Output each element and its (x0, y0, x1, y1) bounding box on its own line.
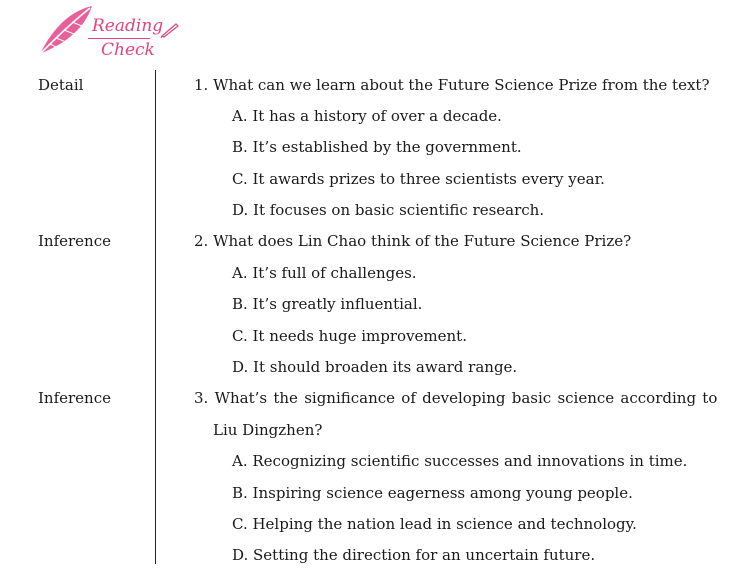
reading-label: Reading (92, 16, 164, 36)
option-2c: C. It needs huge improvement. (232, 327, 467, 345)
feather-icon (36, 4, 96, 58)
question-3-line1: 3. What’s the significance of developing basic science according to (194, 389, 718, 407)
pen-icon (160, 22, 180, 38)
option-3a: A. Recognizing scientific successes and innovations in time. (232, 452, 688, 470)
option-2a: A. It’s full of challenges. (232, 264, 417, 282)
option-1b: B. It’s established by the government. (232, 138, 522, 156)
option-3b: B. Inspiring science eagerness among young people. (232, 484, 633, 502)
option-2d: D. It should broaden its award range. (232, 358, 518, 376)
option-2b: B. It’s greatly influential. (232, 295, 423, 313)
question-1: 1. What can we learn about the Future Science Prize from the text? (194, 76, 710, 94)
option-3d: D. Setting the direction for an uncertain future. (232, 546, 596, 564)
question-3-line2: Liu Dingzhen? (213, 421, 323, 439)
option-3c: C. Helping the nation lead in science and technology. (232, 515, 637, 533)
question-type-label: Inference (38, 232, 112, 250)
check-label: Check (101, 40, 155, 60)
option-1d: D. It focuses on basic scientific research. (232, 201, 545, 219)
column-divider (155, 70, 156, 564)
header-underline (88, 38, 150, 39)
reading-check-header (0, 0, 200, 66)
question-type-label: Detail (38, 76, 84, 94)
option-1c: C. It awards prizes to three scientists every year. (232, 170, 605, 188)
option-1a: A. It has a history of over a decade. (232, 107, 502, 125)
question-type-label: Inference (38, 389, 112, 407)
question-2: 2. What does Lin Chao think of the Future Science Prize? (194, 232, 632, 250)
